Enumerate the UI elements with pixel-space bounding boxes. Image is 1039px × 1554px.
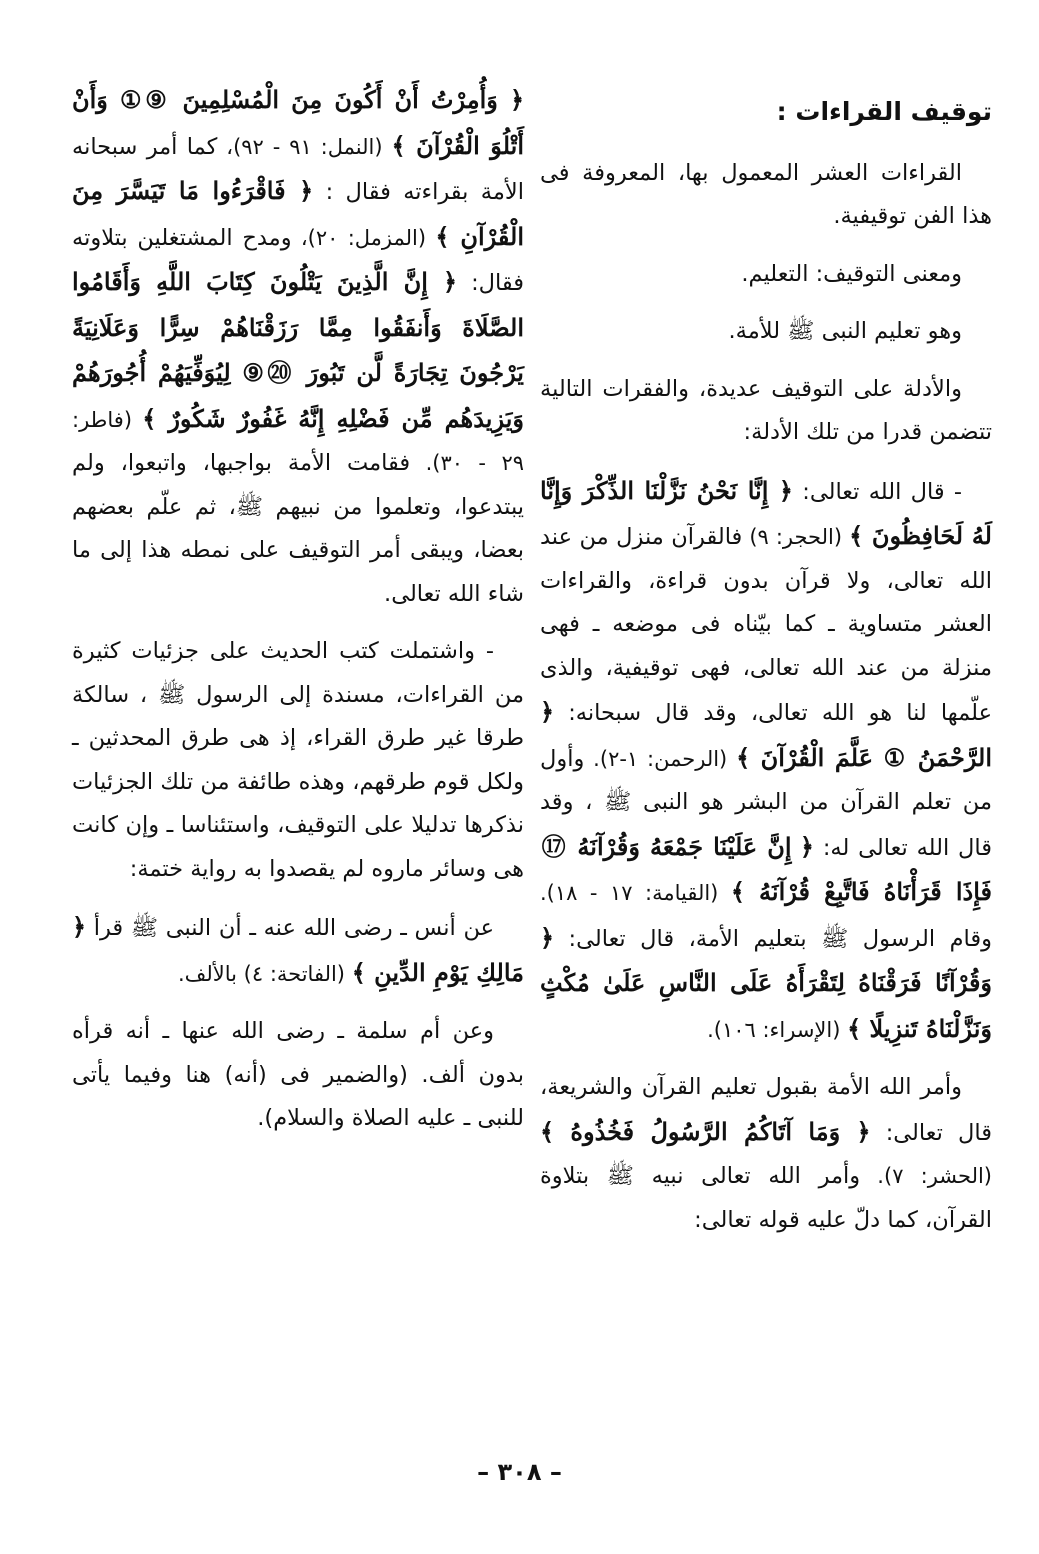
paragraph-umm-salama: وعن أم سلمة ـ رضى الله عنها ـ أنه قرأه بدون ألف. (والضمير فى (أنه) هنا وفيما يأتى للنبى ـ عليه الصلاة والسلام). — [72, 1018, 524, 1131]
quran-verse: ﴿ إِنَّ الَّذِينَ يَتْلُونَ كِتَابَ اللَّهِ وَأَقَامُوا الصَّلَاةَ وَأَنفَقُوا مِمَّا رَزَقْنَاهُمْ سِرًّا وَعَلَانِيَةً يَرْجُونَ تِجَارَةً لَّن تَبُورَ ⑳⑨ لِيُوَفِّيَهُمْ أُجُورَهُمْ وَيَزِيدَهُم مِّن فَضْلِهِ إِنَّهُ غَفُورٌ شَكُورٌ ﴾ — [72, 267, 524, 433]
text: كما أمر سبحانه الأمة بقراءته فقال : — [72, 133, 524, 205]
verse-reference: (القيامة: ١٧ - ١٨). — [540, 881, 731, 905]
paragraph-anas — [72, 905, 524, 996]
paragraph-evidence-2 — [540, 1066, 992, 1242]
paragraph-definition: ومعنى التوقيف: التعليم. — [741, 260, 962, 287]
quran-verse: ﴿ إِنَّا نَحْنُ نَزَّلْنَا الذِّكْرَ وَإِنَّا لَهُ لَحَافِظُونَ ﴾ — [540, 475, 992, 550]
verse-reference: (فاطر: ٢٩ - ٣٠). — [72, 407, 524, 475]
quran-verse: ﴿ مَالِكِ يَوْمِ الدِّينِ ﴾ — [72, 912, 524, 987]
text: فقامت الأمة بواجبها، واتبعوا، ولم يبتدعوا، وتعلموا من نبيهم ﷺ، ثم علّم بعضهم بعضا، ويبقى أمر التوقيف على نمطه هذا إلى ما شاء الله تعالى. — [72, 450, 524, 607]
right-column — [540, 68, 992, 1256]
verse-reference: (النمل: ٩١ - ٩٢)، — [217, 134, 392, 159]
quran-verse: ﴿ إِنَّ عَلَيْنَا جَمْعَهُ وَقُرْآنَهُ ⑰ فَإِذَا قَرَأْنَاهُ فَاتَّبِعْ قُرْآنَهُ ﴾ — [540, 831, 993, 906]
verse-reference: (الرحمن: ١-٢). — [584, 746, 737, 771]
text: وأول من تعلم القرآن من البشر هو النبى ﷺ ، وقد قال الله تعالى له: — [540, 745, 992, 861]
section-heading: توقيف القراءات : — [776, 97, 992, 126]
text: وأمر الله تعالى نبيه ﷺ بتلاوة القرآن، كما دلّ عليه قوله تعالى: — [540, 1163, 992, 1233]
quran-verse: ﴿ الرَّحْمَنُ ① عَلَّمَ الْقُرْآنَ ﴾ — [540, 697, 992, 772]
quran-verse: ﴿ وَمَا آتَاكُمُ الرَّسُولُ فَخُذُوهُ ﴾ — [540, 1116, 871, 1146]
text: وأمر الله الأمة بقبول تعليم القرآن والشريعة، قال تعالى: — [540, 1074, 992, 1146]
left-column — [72, 78, 524, 1155]
text: - قال الله تعالى: — [792, 478, 962, 505]
quran-verse: ﴿ وَأُمِرْتُ أَنْ أَكُونَ مِنَ الْمُسْلِمِينَ ⑨① وَأَنْ أَتْلُوَ الْقُرْآنَ ﴾ — [72, 85, 524, 160]
verse-reference: (الإسراء: ١٠٦). — [707, 1017, 848, 1042]
paragraph-evidence-1 — [540, 469, 992, 1053]
quran-verse: ﴿ وَقُرْآنًا فَرَقْنَاهُ لِتَقْرَأَهُ عَلَى النَّاسِ عَلَىٰ مُكْثٍ وَنَزَّلْنَاهُ تَنزِيلًا ﴾ — [540, 922, 992, 1043]
paragraph-continuation — [72, 78, 524, 616]
paragraph-intro: القراءات العشر المعمول بها، المعروفة فى هذا الفن توقيفية. — [540, 159, 992, 229]
verse-reference: (الحجر: ٩) — [742, 525, 850, 549]
paragraph-meaning: وهو تعليم النبى ﷺ للأمة. — [728, 318, 962, 344]
verse-reference: (المزمل: ٢٠)، — [291, 225, 436, 250]
verse-reference: (الحشر: ٧). — [860, 1164, 992, 1188]
paragraph-hadith-books: - واشتملت كتب الحديث على جزئيات كثيرة من القراءات، مسندة إلى الرسول ﷺ ، سالكة طرقا غير طرق القراء، إذ هى طرق المحدثين ـ ولكل قوم طرقهم، وهذه طائفة من تلك الجزئيات نذكرها تدليلا على التوقيف، واستئناسا ـ وإن كانت هى وسائر ماروه لم يقصدوا به رواية ختمة: — [72, 638, 524, 882]
verse-reference: (الفاتحة: ٤) بالألف. — [177, 961, 352, 986]
page-number: – ٣٠٨ – — [477, 1458, 562, 1486]
paragraph-evidence-intro: والأدلة على التوقيف عديدة، والفقرات التالية تتضمن قدرا من تلك الأدلة: — [540, 375, 992, 445]
text: ومدح المشتغلين بتلاوته فقال: — [72, 224, 524, 296]
text: وقام الرسول ﷺ بتعليم الأمة، قال تعالى: — [554, 925, 992, 952]
quran-verse: ﴿ فَاقْرَءُوا مَا تَيَسَّرَ مِنَ الْقُرْآنِ ﴾ — [72, 176, 525, 251]
text: فالقرآن منزل من عند الله تعالى، ولا قرآن بدون قراءة، والقراءات العشر متساوية ـ كما بيّناه فى موضعه ـ فهى منزلة من عند الله تعالى، فهى توقيفية، والذى علّمها لنا هو الله تعالى، وقد قال سبحانه: — [540, 524, 992, 726]
text: عن أنس ـ رضى الله عنه ـ أن النبى ﷺ قرأ — [86, 915, 494, 941]
